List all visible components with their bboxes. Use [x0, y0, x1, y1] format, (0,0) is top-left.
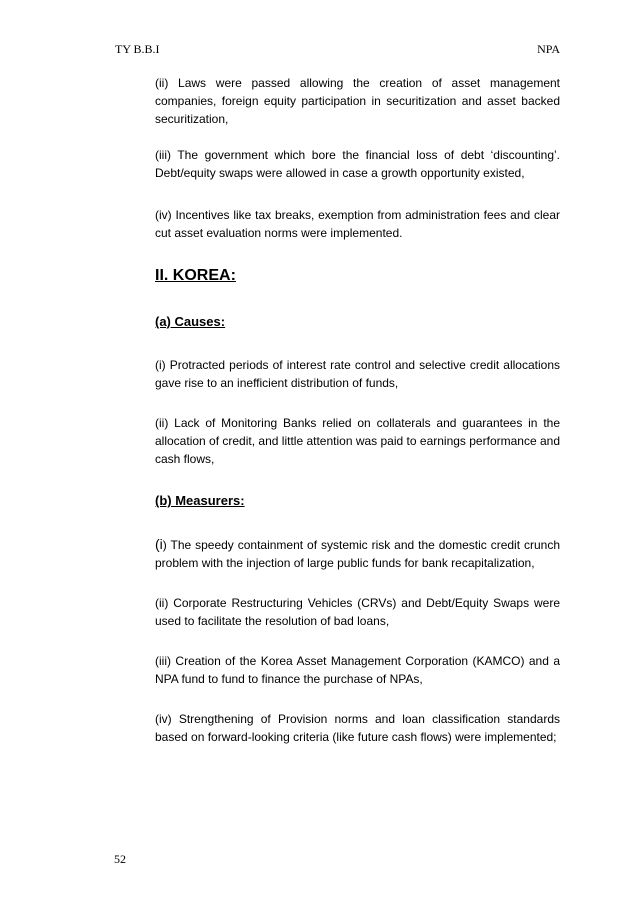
- measure-i-text: ) The speedy containment of systemic risk and the domestic credit crunch problem with the injection of large public funds for bank recapitalization,: [155, 538, 560, 570]
- heading-measures: (b) Measurers:: [155, 493, 245, 508]
- measure-i-prefix: (i: [155, 536, 163, 552]
- paragraph-incentives: (iv) Incentives like tax breaks, exemption from administration fees and clear cut asset evaluation norms were implemented.: [155, 208, 560, 240]
- paragraph-measure-iii: (iii) Creation of the Korea Asset Management Corporation (KAMCO) and a NPA fund to fund to finance the purchase of NPAs,: [155, 654, 560, 686]
- paragraph-measure-iv: (iv) Strengthening of Provision norms and loan classification standards based on forward-looking criteria (like future cash flows) were implemented;: [155, 712, 560, 744]
- section-title-korea: II. KOREA:: [155, 267, 236, 284]
- paragraph-government: (iii) The government which bore the financial loss of debt ‘discounting’. Debt/equity swaps were allowed in case a growth opportunity existed,: [155, 148, 560, 180]
- paragraph-measure-ii: (ii) Corporate Restructuring Vehicles (CRVs) and Debt/Equity Swaps were used to facilitate the resolution of bad loans,: [155, 596, 560, 628]
- header-course-label: TY B.B.I: [115, 42, 160, 56]
- header-subject-label: NPA: [537, 42, 560, 56]
- paragraph-cause-ii: (ii) Lack of Monitoring Banks relied on collaterals and guarantees in the allocation of credit, and little attention was paid to earnings performance and cash flows,: [155, 416, 560, 466]
- paragraph-cause-i: (i) Protracted periods of interest rate control and selective credit allocations gave rise to an inefficient distribution of funds,: [155, 358, 560, 390]
- heading-causes: (a) Causes:: [155, 314, 226, 329]
- paragraph-laws: (ii) Laws were passed allowing the creation of asset management companies, foreign equity participation in securitization and asset backed securitization,: [155, 76, 560, 126]
- page-content: [155, 74, 560, 746]
- page-number: 52: [114, 852, 126, 866]
- paragraph-measure-i: [155, 535, 560, 572]
